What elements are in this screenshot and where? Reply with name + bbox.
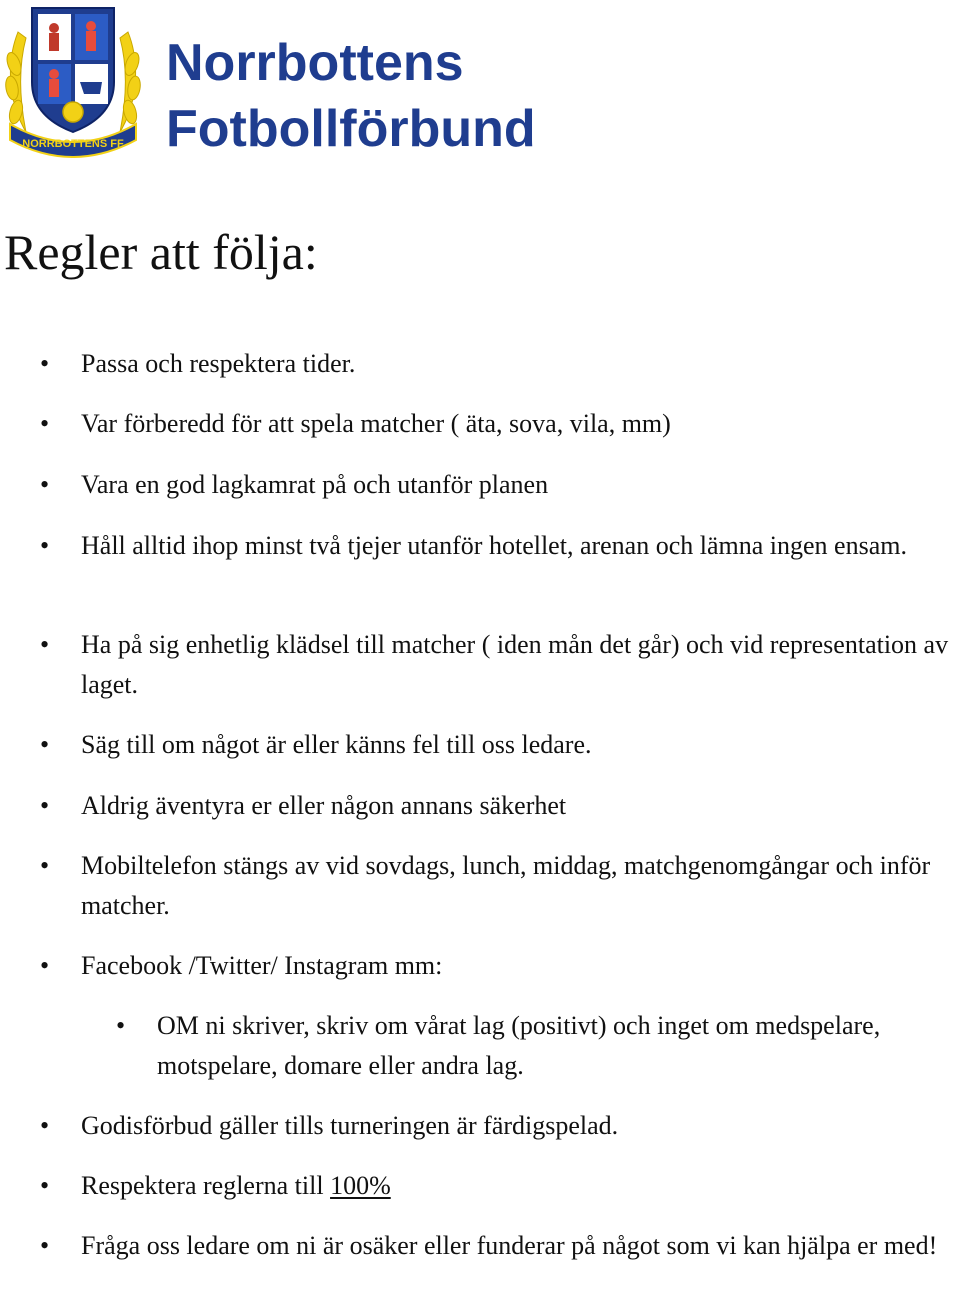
rule-item xyxy=(40,344,958,384)
rule-item xyxy=(40,625,958,705)
bullet: • xyxy=(40,1111,50,1140)
org-name-line-1: Norrbottens xyxy=(166,34,464,92)
bullet: • xyxy=(40,1171,50,1200)
bullet: • xyxy=(40,730,50,759)
bullet: • xyxy=(116,1011,126,1040)
rule-text: Passa och respektera tider. xyxy=(81,349,356,378)
bullet: • xyxy=(40,791,50,820)
bullet: • xyxy=(40,531,50,560)
rule-item xyxy=(40,1166,958,1206)
bullet: • xyxy=(40,409,50,438)
rule-text xyxy=(40,1166,958,1206)
rule-text: OM ni skriver, skriv om vårat lag (positivt) och inget om medspelare, motspelare, domare eller andra lag. xyxy=(157,1011,881,1080)
rule-text: Håll alltid ihop minst två tjejer utanför hotellet, arenan och lämna ingen ensam. xyxy=(81,531,907,560)
org-name-line-2: Fotbollförbund xyxy=(166,100,536,158)
bullet: • xyxy=(40,951,50,980)
page-heading: Regler att följa: xyxy=(4,224,318,280)
rule-text: Mobiltelefon stängs av vid sovdags, lunch, middag, matchgenomgångar och inför matcher. xyxy=(81,851,931,920)
rule-text: Säg till om något är eller känns fel till oss ledare. xyxy=(81,730,592,759)
rule-item xyxy=(40,1226,958,1266)
rule-item xyxy=(40,1106,958,1146)
sub-rule-item xyxy=(116,1006,916,1086)
bullet: • xyxy=(40,1231,50,1260)
rule-item xyxy=(40,946,958,986)
rule-item xyxy=(40,846,958,926)
rule-text: Aldrig äventyra er eller någon annans säkerhet xyxy=(81,791,567,820)
rule-text: Var förberedd för att spela matcher ( äta, sova, vila, mm) xyxy=(81,409,671,438)
rule-item xyxy=(40,526,958,566)
bullet: • xyxy=(40,349,50,378)
rule-item xyxy=(40,465,958,505)
rule-text: Ha på sig enhetlig klädsel till matcher ( iden mån det går) och vid representation av laget. xyxy=(81,630,949,699)
bullet: • xyxy=(40,851,50,880)
logo-text: NORRBOTTENS FF xyxy=(22,138,124,150)
rule-text: Fråga oss ledare om ni är osäker eller funderar på något som vi kan hjälpa er med! xyxy=(81,1231,938,1260)
norrbottens-ff-crest-icon xyxy=(4,2,142,158)
bullet: • xyxy=(40,630,50,659)
rule-text: Facebook /Twitter/ Instagram mm: xyxy=(81,951,443,980)
rule-item xyxy=(40,404,958,444)
org-title xyxy=(166,30,536,162)
rule-text: Vara en god lagkamrat på och utanför planen xyxy=(81,470,549,499)
bullet: • xyxy=(40,470,50,499)
rule-text-prefix: Respektera reglerna till xyxy=(81,1171,331,1200)
rule-item xyxy=(40,725,958,765)
rule-text-underlined: 100% xyxy=(330,1171,391,1200)
rule-text: Godisförbud gäller tills turneringen är färdigspelad. xyxy=(81,1111,619,1140)
rule-item xyxy=(40,786,958,826)
